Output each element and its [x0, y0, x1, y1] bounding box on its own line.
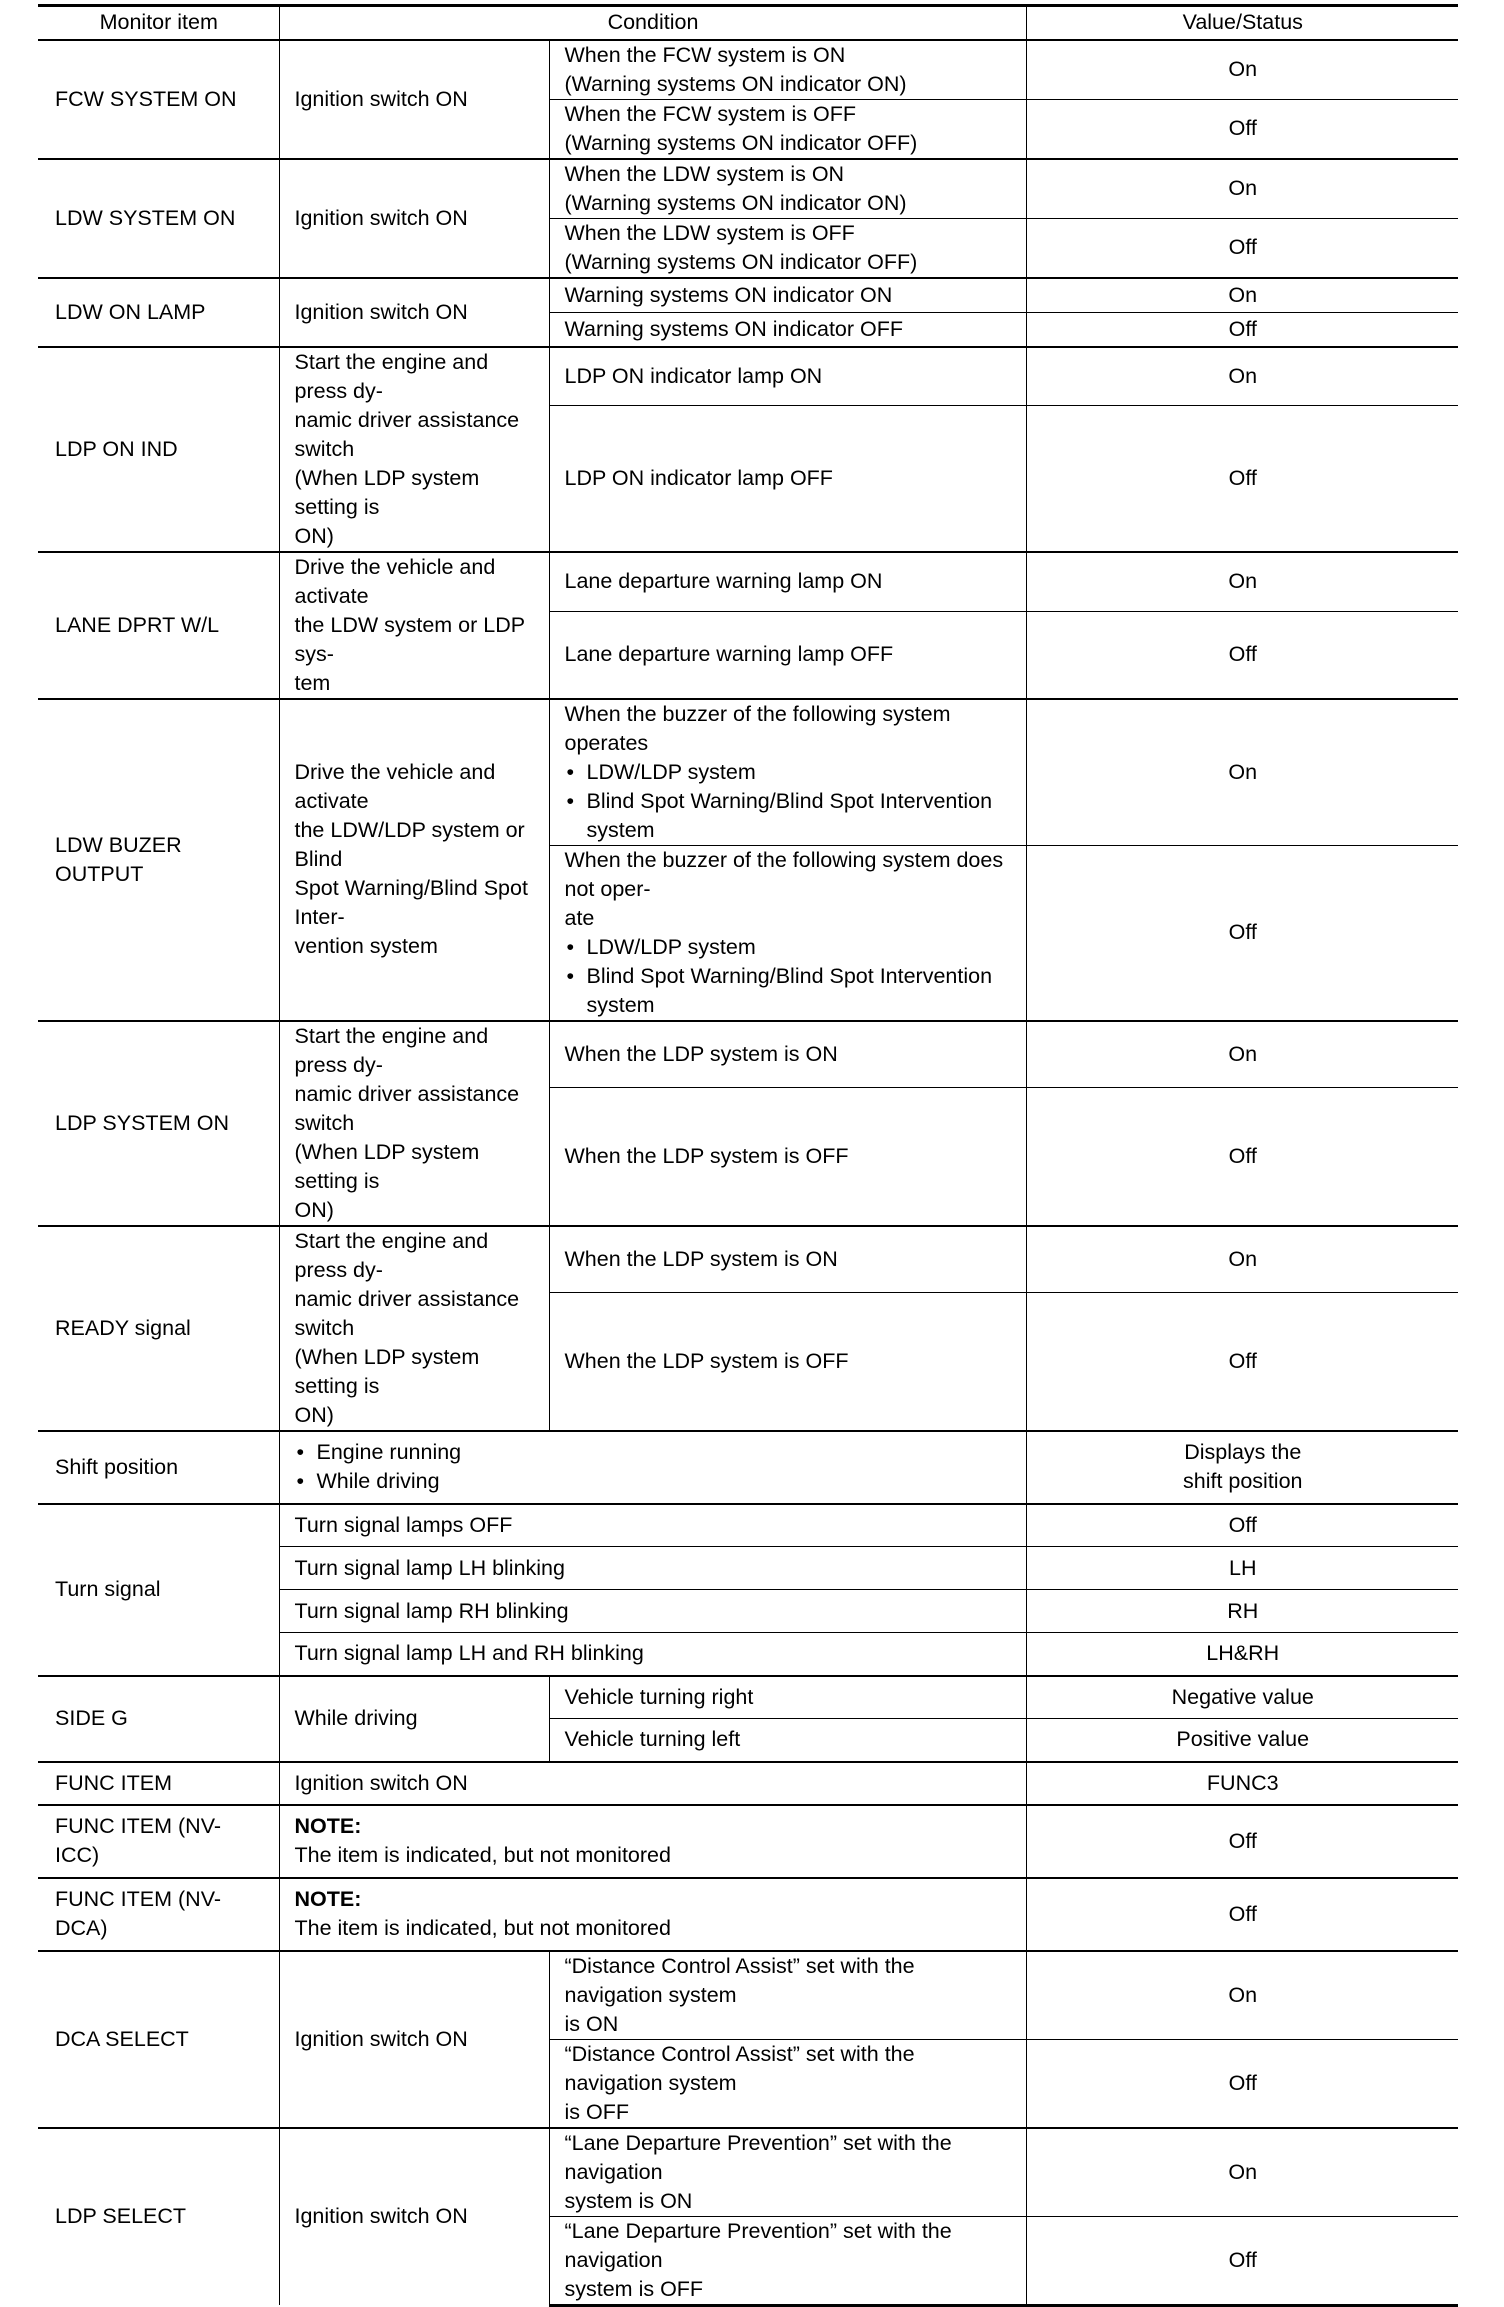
header-monitor-item: Monitor item [38, 6, 279, 40]
sub-condition-cell: Turn signal lamps OFF [279, 1504, 1026, 1547]
note-label: NOTE: [294, 1814, 362, 1838]
text-line: vention system [294, 934, 438, 958]
value-cell: On [1026, 347, 1458, 406]
text-line: system is OFF [564, 2276, 704, 2301]
text-line: the LDW system or LDP sys- [294, 612, 525, 666]
text-line: Drive the vehicle and activate [294, 554, 496, 608]
text-line: (Warning systems ON indicator ON) [564, 71, 907, 96]
text-line: (When LDP system setting is [294, 1344, 480, 1398]
text-line: ON) [294, 1402, 334, 1427]
text-line: is ON [564, 2011, 619, 2036]
value-cell: LH&RH [1026, 1633, 1458, 1676]
condition-cell: Ignition switch ON [279, 1951, 549, 2128]
value-cell: Positive value [1026, 1719, 1458, 1762]
bullet-list [565, 758, 1012, 845]
text-line: is OFF [564, 2099, 629, 2124]
monitor-item-cell: FCW SYSTEM ON [38, 40, 279, 159]
text-line: (Warning systems ON indicator OFF) [564, 249, 918, 274]
text-line: Spot Warning/Blind Spot Inter- [294, 876, 528, 929]
monitor-item-table [38, 4, 1458, 2307]
value-cell: Off [1026, 99, 1458, 159]
bullet-list [295, 1438, 1012, 1496]
condition-cell: Ignition switch ON [279, 40, 549, 159]
value-cell: On [1026, 1226, 1458, 1293]
value-cell: Off [1026, 2216, 1458, 2305]
value-cell: Off [1026, 2039, 1458, 2128]
text-line: When the buzzer of the following system does not oper- [564, 847, 1004, 901]
sub-condition-cell: Vehicle turning right [549, 1676, 1026, 1719]
monitor-item-cell: FUNC ITEM [38, 1762, 279, 1805]
sub-condition-cell [549, 2128, 1026, 2217]
value-cell: On [1026, 159, 1458, 219]
condition-cell: While driving [279, 1676, 549, 1762]
value-cell: Negative value [1026, 1676, 1458, 1719]
monitor-item-cell: READY signal [38, 1226, 279, 1431]
condition-cell [279, 552, 549, 699]
sub-condition-cell [549, 99, 1026, 159]
text-line: Start the engine and press dy- [294, 349, 489, 403]
condition-cell [279, 1021, 549, 1226]
condition-cell: Ignition switch ON [279, 1762, 1026, 1805]
condition-cell [279, 1431, 1026, 1504]
value-cell: On [1026, 552, 1458, 612]
text-line: “Distance Control Assist” set with the navigation system [564, 2041, 915, 2095]
sub-condition-cell: When the LDP system is ON [549, 1226, 1026, 1293]
condition-cell [279, 1226, 549, 1431]
sub-condition-cell: Turn signal lamp LH blinking [279, 1547, 1026, 1590]
monitor-item-cell: LDW BUZER OUTPUT [38, 699, 279, 1021]
bullet-list [565, 933, 1012, 1020]
value-cell: FUNC3 [1026, 1762, 1458, 1805]
sub-condition-cell: When the LDP system is ON [549, 1021, 1026, 1088]
sub-condition-cell [549, 218, 1026, 278]
text-line: (When LDP system setting is [294, 1139, 480, 1193]
sub-condition-cell: LDP ON indicator lamp OFF [549, 406, 1026, 552]
table-row [38, 1676, 1458, 1719]
table-row [38, 2128, 1458, 2217]
table-row [38, 1762, 1458, 1805]
note-label: NOTE: [294, 1887, 362, 1911]
text-line: When the FCW system is ON [564, 42, 846, 67]
text-line: namic driver assistance switch [294, 1081, 520, 1135]
table-row [38, 552, 1458, 612]
table-row [38, 40, 1458, 100]
list-item: • LDW/LDP system [565, 758, 1012, 787]
sub-condition-cell: Turn signal lamp LH and RH blinking [279, 1633, 1026, 1676]
text-line: When the FCW system is OFF [564, 101, 856, 126]
text-line: When the buzzer of the following system operates [564, 701, 951, 755]
value-cell: On [1026, 699, 1458, 846]
monitor-item-cell: DCA SELECT [38, 1951, 279, 2128]
value-cell: Off [1026, 1504, 1458, 1547]
monitor-item-cell: FUNC ITEM (NV-DCA) [38, 1878, 279, 1951]
value-cell: On [1026, 1021, 1458, 1088]
monitor-item-cell: SIDE G [38, 1676, 279, 1762]
table-row [38, 1431, 1458, 1504]
table-row [38, 159, 1458, 219]
list-item: • Blind Spot Warning/Blind Spot Intervention system [565, 787, 1012, 845]
condition-cell: Ignition switch ON [279, 2128, 549, 2306]
value-cell: Off [1026, 1088, 1458, 1226]
text-line: Start the engine and press dy- [294, 1023, 489, 1077]
note-text: The item is indicated, but not monitored [294, 1843, 671, 1867]
monitor-item-cell: Turn signal [38, 1504, 279, 1676]
table-row [38, 1504, 1458, 1547]
condition-cell [279, 347, 549, 552]
condition-cell [279, 699, 549, 1021]
value-cell: Off [1026, 1293, 1458, 1431]
sub-condition-cell: Warning systems ON indicator OFF [549, 313, 1026, 347]
value-cell: LH [1026, 1547, 1458, 1590]
condition-cell [279, 1805, 1026, 1878]
sub-condition-cell [549, 2039, 1026, 2128]
monitor-item-cell: LDP SELECT [38, 2128, 279, 2306]
monitor-item-cell: LDP ON IND [38, 347, 279, 552]
table-row [38, 347, 1458, 406]
sub-condition-cell: Turn signal lamp RH blinking [279, 1590, 1026, 1633]
note-text: The item is indicated, but not monitored [294, 1916, 671, 1940]
list-item: • While driving [295, 1467, 1012, 1496]
text-line: “Distance Control Assist” set with the navigation system [564, 1953, 915, 2007]
text-line: “Lane Departure Prevention” set with the navigation [564, 2218, 952, 2272]
value-cell [1026, 1431, 1458, 1504]
sub-condition-cell [549, 159, 1026, 219]
sub-condition-cell [549, 40, 1026, 100]
text-line: ON) [294, 523, 334, 548]
text-line: Displays the [1184, 1440, 1302, 1464]
text-line: tem [294, 670, 331, 695]
sub-condition-cell [549, 699, 1026, 846]
sub-condition-cell [549, 845, 1026, 1021]
value-cell: On [1026, 40, 1458, 100]
value-cell: Off [1026, 1805, 1458, 1878]
monitor-item-cell: LDW SYSTEM ON [38, 159, 279, 278]
table-row [38, 278, 1458, 313]
condition-cell: Ignition switch ON [279, 159, 549, 278]
table-row [38, 1226, 1458, 1293]
table-row [38, 1805, 1458, 1878]
text-line: (When LDP system setting is [294, 465, 480, 519]
list-item: • Engine running [295, 1438, 1012, 1467]
value-cell: Off [1026, 1878, 1458, 1951]
text-line: shift position [1182, 1469, 1303, 1493]
text-line: ON) [294, 1197, 334, 1222]
text-line: system is ON [564, 2188, 693, 2213]
monitor-item-cell: LANE DPRT W/L [38, 552, 279, 699]
sub-condition-cell [549, 1951, 1026, 2040]
condition-cell [279, 1878, 1026, 1951]
monitor-item-cell: Shift position [38, 1431, 279, 1504]
header-value-status: Value/Status [1026, 6, 1458, 40]
value-cell: Off [1026, 406, 1458, 552]
table-header-row [38, 6, 1458, 40]
text-line: “Lane Departure Prevention” set with the navigation [564, 2130, 952, 2184]
value-cell: Off [1026, 218, 1458, 278]
sub-condition-cell [549, 2216, 1026, 2305]
text-line: ate [564, 905, 595, 930]
sub-condition-cell: Warning systems ON indicator ON [549, 278, 1026, 313]
sub-condition-cell: Lane departure warning lamp OFF [549, 611, 1026, 698]
text-line: (Warning systems ON indicator OFF) [564, 130, 918, 155]
table-row [38, 699, 1458, 846]
text-line: Start the engine and press dy- [294, 1228, 489, 1282]
text-line: When the LDW system is ON [564, 161, 845, 186]
header-condition: Condition [279, 6, 1026, 40]
list-item: • LDW/LDP system [565, 933, 1012, 962]
table-row [38, 1951, 1458, 2040]
sub-condition-cell: When the LDP system is OFF [549, 1088, 1026, 1226]
value-cell: On [1026, 278, 1458, 313]
sub-condition-cell: Lane departure warning lamp ON [549, 552, 1026, 612]
table-row [38, 1878, 1458, 1951]
value-cell: On [1026, 1951, 1458, 2040]
value-cell: Off [1026, 845, 1458, 1021]
value-cell: RH [1026, 1590, 1458, 1633]
monitor-item-cell: FUNC ITEM (NV-ICC) [38, 1805, 279, 1878]
condition-cell: Ignition switch ON [279, 278, 549, 347]
value-cell: On [1026, 2128, 1458, 2217]
sub-condition-cell: When the LDP system is OFF [549, 1293, 1026, 1431]
value-cell: Off [1026, 611, 1458, 698]
list-item: • Blind Spot Warning/Blind Spot Intervention system [565, 962, 1012, 1020]
text-line: namic driver assistance switch [294, 407, 520, 461]
text-line: namic driver assistance switch [294, 1286, 520, 1340]
text-line: Drive the vehicle and activate [294, 760, 496, 813]
text-line: the LDW/LDP system or Blind [294, 818, 525, 871]
text-line: When the LDW system is OFF [564, 220, 855, 245]
sub-condition-cell: LDP ON indicator lamp ON [549, 347, 1026, 406]
value-cell: Off [1026, 313, 1458, 347]
monitor-item-cell: LDP SYSTEM ON [38, 1021, 279, 1226]
monitor-item-cell: LDW ON LAMP [38, 278, 279, 347]
sub-condition-cell: Vehicle turning left [549, 1719, 1026, 1762]
table-row [38, 1021, 1458, 1088]
text-line: (Warning systems ON indicator ON) [564, 190, 907, 215]
